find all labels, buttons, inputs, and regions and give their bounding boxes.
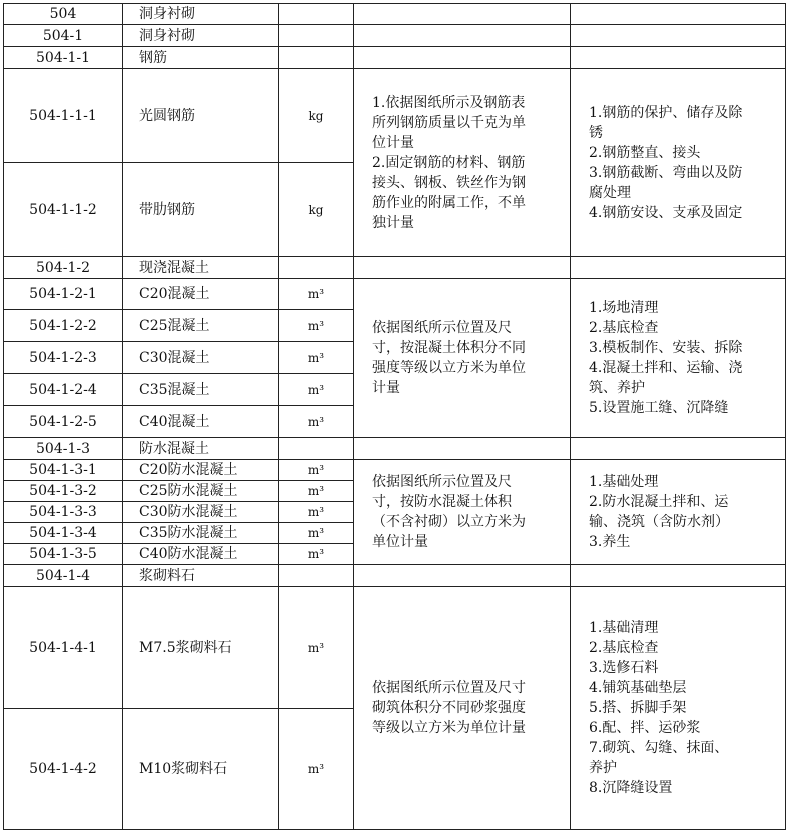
item-name: C40防水混凝土 (123, 544, 279, 565)
item-code: 504-1-3-5 (4, 544, 123, 565)
item-name: C40混凝土 (123, 406, 279, 438)
measurement-rule-cell (354, 460, 571, 565)
item-name: 浆砌料石 (123, 565, 279, 587)
measurement-rule-line: 依据图纸所示位置及尺 (372, 474, 512, 490)
section-header-row (4, 438, 786, 460)
measurement-rule-cell (354, 25, 571, 47)
item-name: M10浆砌料石 (123, 709, 279, 830)
work-content-line: 2.钢筋整直、接头 (589, 144, 701, 161)
work-content-cell (571, 279, 786, 438)
item-code: 504-1-3-4 (4, 523, 123, 544)
work-content-line: 输、浇筑（含防水剂） (589, 514, 729, 530)
measurement-rule-line: 计量 (372, 380, 400, 396)
measurement-rule-cell (354, 69, 571, 257)
work-content-line: 2.基底检查 (589, 320, 659, 336)
item-code: 504-1-3-3 (4, 502, 123, 523)
table-row (4, 460, 786, 481)
item-name: C35防水混凝土 (123, 523, 279, 544)
measurement-rule-line: 依据图纸所示位置及尺寸 (372, 680, 526, 696)
work-content-cell (571, 69, 786, 257)
item-name: 光圆钢筋 (123, 69, 279, 163)
measurement-rule-cell (354, 565, 571, 587)
section-header-row (4, 4, 786, 25)
unit-cell: m³ (279, 279, 354, 310)
unit-cell (279, 25, 354, 47)
item-code: 504-1-3-2 (4, 481, 123, 502)
work-content-cell (571, 587, 786, 830)
measurement-rule-cell (354, 257, 571, 279)
item-code: 504-1-4-2 (4, 709, 123, 830)
measurement-rule-line: 所列钢筋质量以千克为单 (372, 114, 526, 131)
work-content-line: 3.模板制作、安装、拆除 (589, 340, 743, 356)
work-content-line: 5.设置施工缝、沉降缝 (589, 400, 729, 416)
item-code: 504-1-1-2 (4, 163, 123, 257)
measurement-rule-cell (354, 587, 571, 830)
item-name: 洞身衬砌 (123, 4, 279, 25)
item-name: 现浇混凝土 (123, 257, 279, 279)
item-name: C20防水混凝土 (123, 460, 279, 481)
work-content-line: 1.基础处理 (589, 474, 659, 490)
work-content-cell (571, 47, 786, 69)
unit-cell: kg (279, 163, 354, 257)
work-content-line: 8.沉降缝设置 (589, 780, 673, 796)
measurement-rule-cell (354, 279, 571, 438)
unit-cell: m³ (279, 502, 354, 523)
unit-cell: m³ (279, 342, 354, 374)
unit-cell: m³ (279, 374, 354, 406)
work-content-line: 5.搭、拆脚手架 (589, 700, 687, 716)
work-content-line: 4.钢筋安设、支承及固定 (589, 204, 743, 221)
item-code: 504-1-2-2 (4, 310, 123, 342)
work-content-line: 7.砌筑、勾缝、抹面、 (589, 740, 729, 756)
item-code: 504-1-2 (4, 257, 123, 279)
section-header-row (4, 565, 786, 587)
unit-cell: m³ (279, 709, 354, 830)
measurement-rule-cell (354, 47, 571, 69)
measurement-rule-line: 单位计量 (372, 534, 428, 550)
item-code: 504-1-3 (4, 438, 123, 460)
item-name: C35混凝土 (123, 374, 279, 406)
work-content-cell (571, 438, 786, 460)
work-content-line: 1.基础清理 (589, 620, 659, 636)
measurement-rule-line: 强度等级以立方米为单位 (372, 360, 526, 376)
item-code: 504-1-2-5 (4, 406, 123, 438)
measurement-rule-line: 筋作业的附属工作，不单 (372, 194, 526, 211)
work-content-line: 1.场地清理 (589, 300, 659, 316)
work-content-cell (571, 460, 786, 565)
unit-cell: m³ (279, 460, 354, 481)
measurement-rule-cell (354, 4, 571, 25)
work-content-line: 3.养生 (589, 534, 631, 550)
unit-cell: m³ (279, 310, 354, 342)
work-content-line: 6.配、拌、运砂浆 (589, 720, 701, 736)
item-name: C30混凝土 (123, 342, 279, 374)
table-row (4, 69, 786, 163)
table-row (4, 279, 786, 310)
unit-cell (279, 565, 354, 587)
section-header-row (4, 47, 786, 69)
bill-of-quantities-table (3, 3, 786, 830)
item-name: C25防水混凝土 (123, 481, 279, 502)
measurement-rule-line: （不含衬砌）以立方米为 (372, 514, 526, 530)
work-content-line: 3.钢筋截断、弯曲以及防 (589, 164, 743, 181)
unit-cell: m³ (279, 523, 354, 544)
measurement-rule-line: 寸，按防水混凝土体积 (372, 494, 512, 510)
unit-cell (279, 257, 354, 279)
work-content-cell (571, 4, 786, 25)
unit-cell: m³ (279, 544, 354, 565)
measurement-rule-line: 2.固定钢筋的材料、钢筋 (372, 154, 526, 171)
item-name: M7.5浆砌料石 (123, 587, 279, 709)
item-code: 504-1-2-1 (4, 279, 123, 310)
unit-cell: m³ (279, 406, 354, 438)
measurement-rule-line: 等级以立方米为单位计量 (372, 720, 526, 736)
measurement-rule-line: 寸，按混凝土体积分不同 (372, 340, 526, 356)
measurement-rule-line: 依据图纸所示位置及尺 (372, 320, 512, 336)
work-content-line: 3.选修石料 (589, 660, 659, 676)
work-content-cell (571, 25, 786, 47)
work-content-line: 2.防水混凝土拌和、运 (589, 494, 729, 510)
section-header-row (4, 257, 786, 279)
item-code: 504-1-3-1 (4, 460, 123, 481)
item-name: C25混凝土 (123, 310, 279, 342)
work-content-line: 腐处理 (589, 184, 631, 201)
work-content-cell (571, 565, 786, 587)
work-content-cell (571, 257, 786, 279)
item-name: 洞身衬砌 (123, 25, 279, 47)
unit-cell: kg (279, 69, 354, 163)
item-name: 带肋钢筋 (123, 163, 279, 257)
item-name: C20混凝土 (123, 279, 279, 310)
item-code: 504-1-2-4 (4, 374, 123, 406)
unit-cell (279, 47, 354, 69)
item-code: 504-1 (4, 25, 123, 47)
measurement-rule-line: 接头、钢板、铁丝作为钢 (372, 174, 526, 191)
work-content-line: 4.混凝土拌和、运输、浇 (589, 360, 743, 376)
unit-cell (279, 4, 354, 25)
work-content-line: 2.基底检查 (589, 640, 659, 656)
item-code: 504-1-1 (4, 47, 123, 69)
item-name: C30防水混凝土 (123, 502, 279, 523)
item-name: 防水混凝土 (123, 438, 279, 460)
measurement-rule-line: 砌筑体积分不同砂浆强度 (372, 700, 526, 716)
item-code: 504-1-4 (4, 565, 123, 587)
work-content-line: 养护 (589, 760, 617, 776)
table-row (4, 587, 786, 709)
item-code: 504-1-2-3 (4, 342, 123, 374)
work-content-line: 1.钢筋的保护、储存及除 (589, 104, 743, 121)
work-content-line: 筑、养护 (589, 380, 645, 396)
work-content-line: 4.铺筑基础垫层 (589, 680, 687, 696)
unit-cell: m³ (279, 481, 354, 502)
item-code: 504-1-4-1 (4, 587, 123, 709)
work-content-line: 锈 (589, 124, 603, 141)
item-code: 504 (4, 4, 123, 25)
measurement-rule-line: 独计量 (372, 214, 414, 231)
unit-cell: m³ (279, 587, 354, 709)
measurement-rule-line: 1.依据图纸所示及钢筋表 (372, 94, 526, 111)
measurement-rule-cell (354, 438, 571, 460)
measurement-rule-line: 位计量 (372, 134, 414, 151)
item-code: 504-1-1-1 (4, 69, 123, 163)
section-header-row (4, 25, 786, 47)
unit-cell (279, 438, 354, 460)
item-name: 钢筋 (123, 47, 279, 69)
